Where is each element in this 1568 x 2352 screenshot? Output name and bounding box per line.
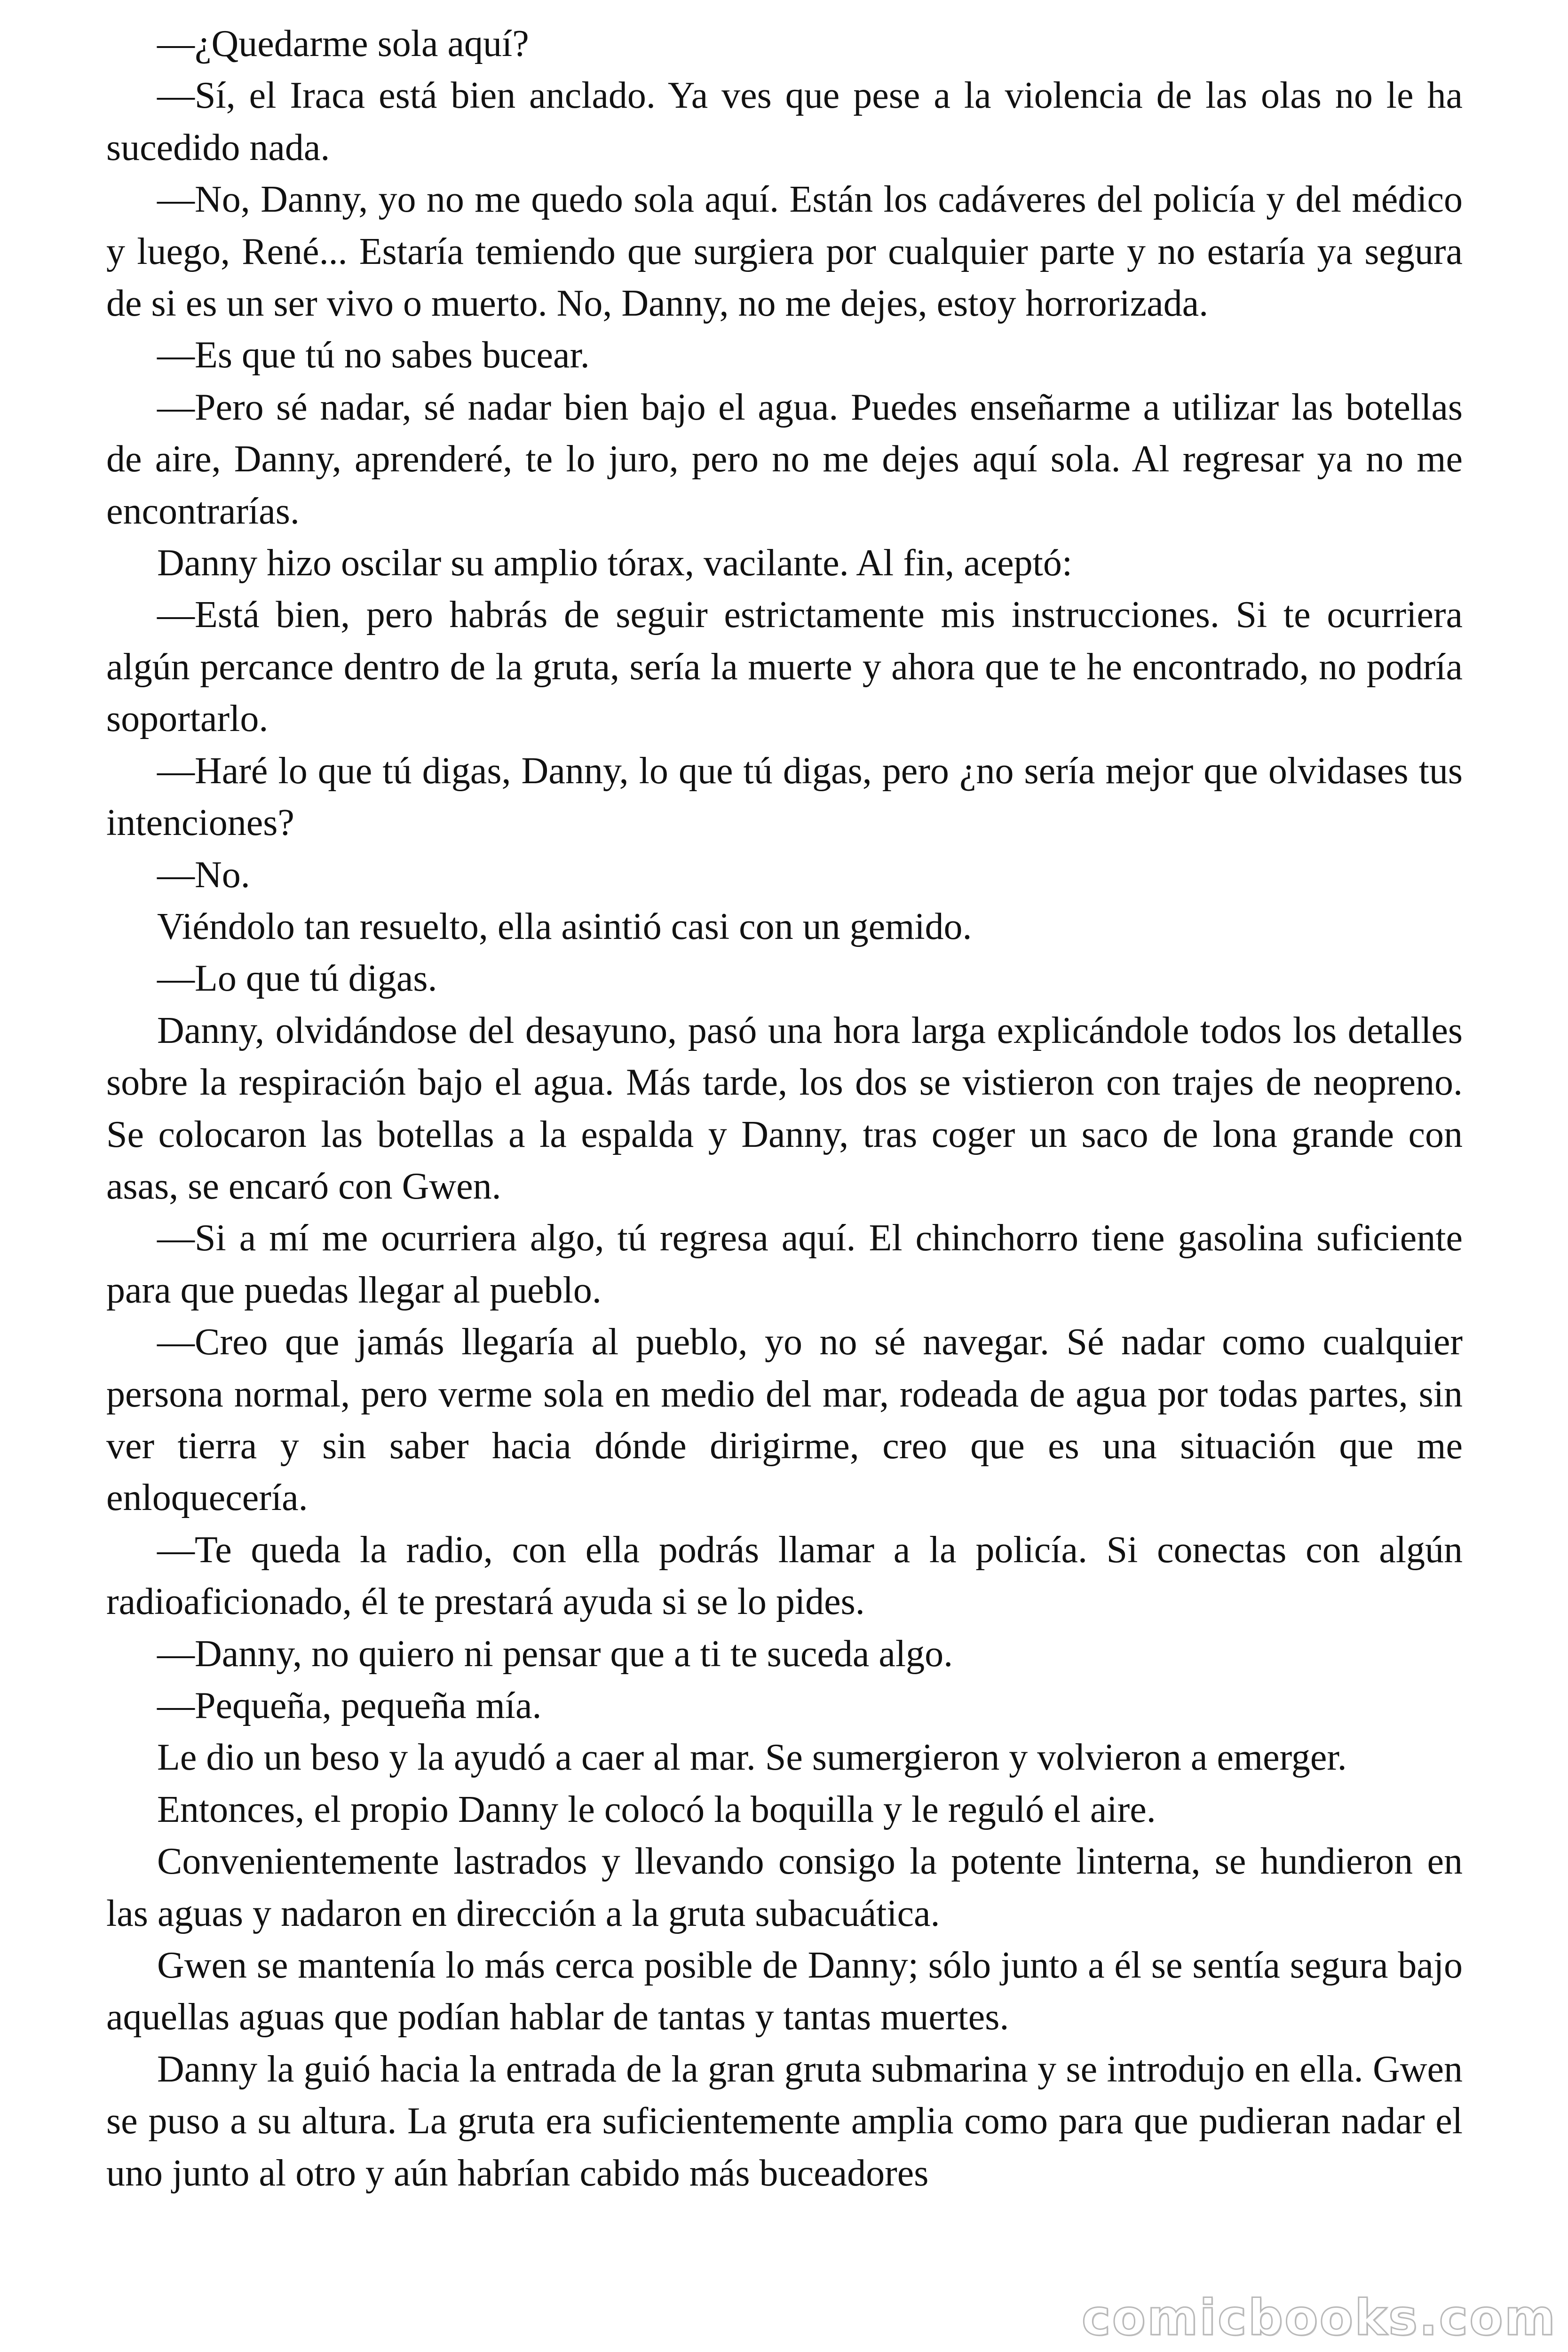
paragraph-2: —Sí, el Iraca está bien anclado. Ya ves que pese a la violencia de las olas no le ha sucedido nada. — [106, 75, 1463, 168]
paragraph-22: Danny la guió hacia la entrada de la gran gruta submarina y se introdujo en ella. Gwen se puso a su altura. La gruta era suficientemente amplia como para que pudieran nadar el uno junto al otro y aún habrían cabido más buceadores — [106, 2048, 1463, 2194]
paragraph-3: —No, Danny, yo no me quedo sola aquí. Están los cadáveres del policía y del médico y luego, René... Estaría temiendo que surgiera por cualquier parte y no estaría ya segura de si es un ser vivo o muerto. No, Danny, no me dejes, estoy horrorizada. — [106, 179, 1463, 325]
paragraph-16: —Danny, no quiero ni pensar que a ti te suceda algo. — [157, 1633, 953, 1675]
paragraph-15: —Te queda la radio, con ella podrás llamar a la policía. Si conectas con algún radioaficionado, él te prestará ayuda si se lo pides. — [106, 1529, 1463, 1623]
paragraph-4: —Es que tú no sabes bucear. — [157, 334, 590, 376]
body-text — [106, 18, 1463, 2199]
watermark: comicbooks.com — [1081, 2289, 1557, 2346]
paragraph-13: —Si a mí me ocurriera algo, tú regresa aquí. El chinchorro tiene gasolina suficiente para que puedas llegar al pueblo. — [106, 1217, 1463, 1311]
paragraph-21: Gwen se mantenía lo más cerca posible de Danny; sólo junto a él se sentía segura bajo aquellas aguas que podían hablar de tantas y tantas muertes. — [106, 1945, 1463, 2038]
paragraph-1: —¿Quedarme sola aquí? — [157, 23, 529, 64]
paragraph-11: —Lo que tú digas. — [157, 958, 437, 1000]
paragraph-14: —Creo que jamás llegaría al pueblo, yo no sé navegar. Sé nadar como cualquier persona normal, pero verme sola en medio del mar, rodeada de agua por todas partes, sin ver tierra y sin saber hacia dónde dirigirme, creo que es una situación que me enloquecería. — [106, 1321, 1463, 1519]
paragraph-17: —Pequeña, pequeña mía. — [157, 1685, 542, 1726]
paragraph-9: —No. — [157, 854, 250, 896]
paragraph-7: —Está bien, pero habrás de seguir estrictamente mis instrucciones. Si te ocurriera algún percance dentro de la gruta, sería la muerte y ahora que te he encontrado, no podría soportarlo. — [106, 594, 1463, 740]
paragraph-5: —Pero sé nadar, sé nadar bien bajo el agua. Puedes enseñarme a utilizar las botellas de aire, Danny, aprenderé, te lo juro, pero no me dejes aquí sola. Al regresar ya no me encontrarías. — [106, 386, 1463, 532]
paragraph-18: Le dio un beso y la ayudó a caer al mar. Se sumergieron y volvieron a emerger. — [157, 1737, 1347, 1779]
paragraph-6: Danny hizo oscilar su amplio tórax, vacilante. Al fin, aceptó: — [157, 542, 1073, 584]
paragraph-20: Convenientemente lastrados y llevando consigo la potente linterna, se hundieron en las aguas y nadaron en dirección a la gruta subacuática. — [106, 1841, 1463, 1934]
paragraph-19: Entonces, el propio Danny le colocó la boquilla y le reguló el aire. — [157, 1788, 1156, 1830]
paragraph-8: —Haré lo que tú digas, Danny, lo que tú digas, pero ¿no sería mejor que olvidases tus intenciones? — [106, 750, 1463, 844]
paragraph-12: Danny, olvidándose del desayuno, pasó una hora larga explicándole todos los detalles sobre la respiración bajo el agua. Más tarde, los dos se vistieron con trajes de neopreno. Se colocaron las botellas a la espalda y Danny, tras coger un saco de lona grande con asas, se encaró con Gwen. — [106, 1009, 1463, 1207]
paragraph-10: Viéndolo tan resuelto, ella asintió casi con un gemido. — [157, 906, 972, 947]
